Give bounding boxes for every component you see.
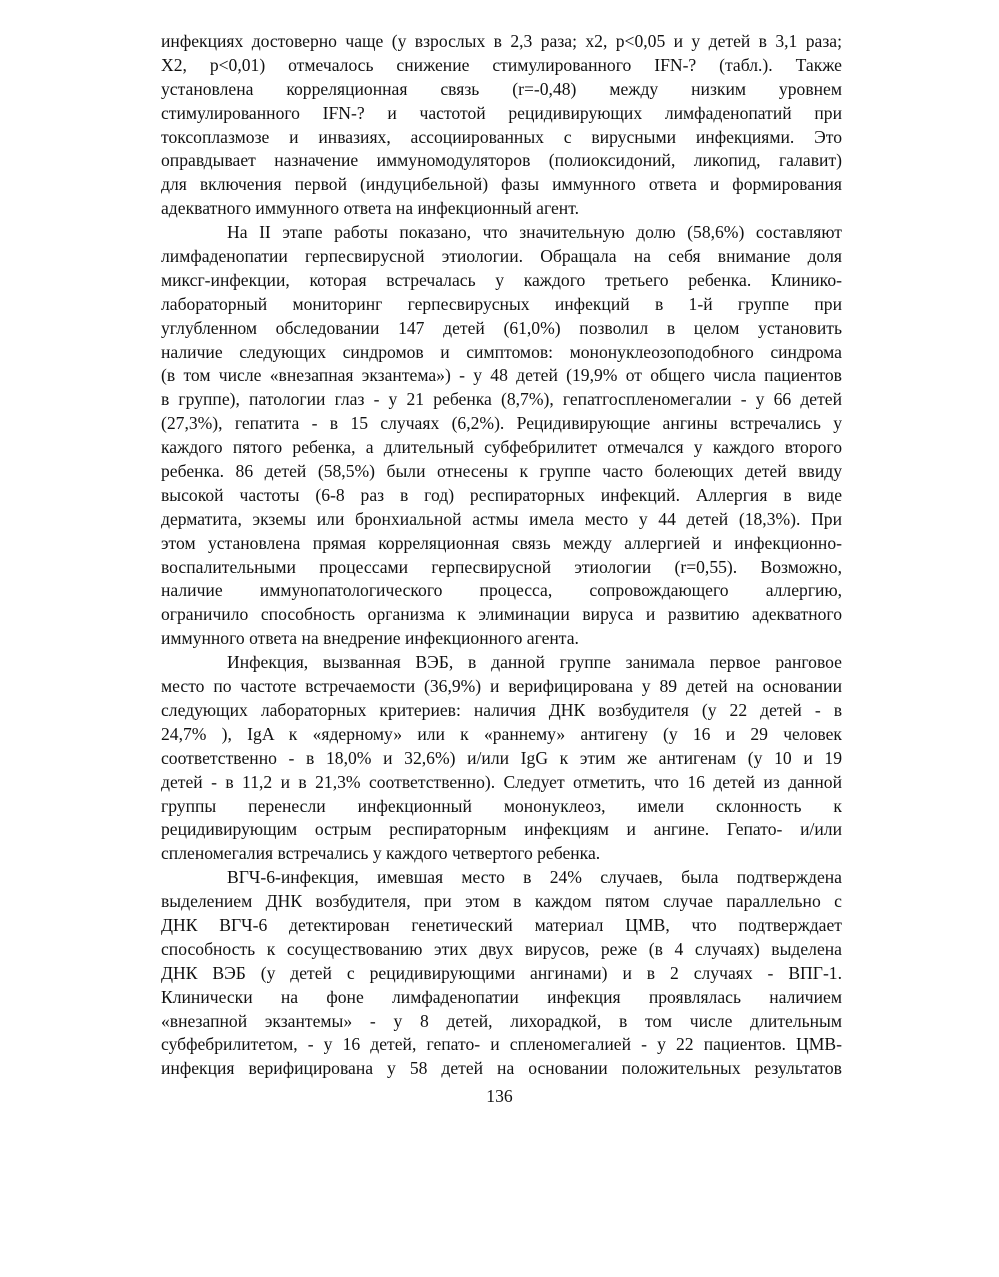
paragraph: [161, 30, 842, 221]
text-line: в группе), патологии глаз - у 21 ребенка (8,7%), гепатгоспленомегалии - у 66 детей: [161, 389, 842, 410]
text-line: для включения первой (индуцибельной) фазы иммунного ответа и формирования: [161, 174, 842, 195]
text-line: оправдывает назначение иммуномодуляторов (полиоксидоний, ликопид, галавит): [161, 150, 842, 171]
paragraph: [161, 866, 842, 1081]
text-line: токсоплазмозе и инвазиях, ассоциированных с вирусными инфекциями. Это: [161, 126, 842, 147]
text-line: способность к сосуществованию этих двух вирусов, реже (в 4 случаях) выделена: [161, 938, 842, 959]
text-line: соответственно - в 18,0% и 32,6%) и/или IgG к этим же антигенам (у 10 и 19: [161, 747, 842, 768]
text-line: ДНК ВГЧ-6 детектирован генетический материал ЦМВ, что подтверждает: [161, 914, 842, 935]
text-line: лимфаденопатии герпесвирусной этиологии. Обращала на себя внимание доля: [161, 246, 842, 267]
text-line: рецидивирующим острым респираторным инфекциям и ангине. Гепато- и/или: [161, 819, 842, 840]
text-line: ВГЧ-6-инфекция, имевшая место в 24% случаев, была подтверждена: [227, 867, 842, 888]
text-line: выделением ДНК возбудителя, при этом в каждом пятом случае параллельно с: [161, 891, 842, 912]
text-line: «внезапной экзантемы» - у 8 детей, лихорадкой, в том числе длительным: [161, 1010, 842, 1031]
text-line: лабораторный мониторинг герпесвирусных инфекций в 1-й группе при: [161, 293, 842, 314]
text-line: адекватного иммунного ответа на инфекционный агент.: [161, 198, 579, 219]
paragraph: [161, 221, 842, 651]
paragraph: [161, 651, 842, 866]
page-number: 136: [486, 1086, 513, 1106]
text-line: спленомегалия встречались у каждого четвертого ребенка.: [161, 843, 601, 864]
text-line: место по частоте встречаемости (36,9%) и верифицирована у 89 детей на основании: [161, 676, 842, 697]
text-line: (в том числе «внезапная экзантема») - у 48 детей (19,9% от общего числа пациентов: [161, 365, 842, 386]
text-line: высокой частоты (6-8 раз в год) респираторных инфекций. Аллергия в виде: [161, 484, 842, 505]
text-line: воспалительными процессами герпесвирусной этиологии (r=0,55). Возможно,: [161, 556, 842, 577]
text-line: инфекциях достоверно чаще (у взрослых в 2,3 раза; x2, p<0,05 и у детей в 3,1 раза;: [161, 31, 842, 51]
text-line: группы перенесли инфекционный мононуклеоз, имели склонность к: [161, 795, 842, 816]
text-line: наличие следующих синдромов и симптомов: мононуклеозоподобного синдрома: [161, 341, 842, 362]
text-line: углубленном обследовании 147 детей (61,0%) позволил в целом установить: [161, 317, 842, 338]
text-line: установлена корреляционная связь (r=-0,48) между низким уровнем: [161, 78, 842, 99]
text-line: (27,3%), гепатита - в 15 случаях (6,2%). Рецидивирующие ангины встречались у: [161, 413, 842, 434]
text-line: X2, p<0,01) отмечалось снижение стимулированного IFN-? (табл.). Также: [161, 54, 842, 75]
text-line: дерматита, экземы или бронхиальной астмы имела место у 44 детей (18,3%). При: [161, 508, 842, 529]
text-line: детей - в 11,2 и в 21,3% соответственно). Следует отметить, что 16 детей из данной: [161, 771, 842, 792]
text-line: миксг-инфекции, которая встречалась у каждого третьего ребенка. Клинико-: [161, 269, 842, 290]
text-line: наличие иммунопатологического процесса, сопровождающего аллергию,: [161, 580, 842, 601]
text-line: следующих лабораторных критериев: наличия ДНК возбудителя (у 22 детей - в: [161, 699, 842, 720]
text-line: иммунного ответа на внедрение инфекционного агента.: [161, 628, 579, 649]
body-text: [161, 30, 842, 1081]
text-line: ДНК ВЭБ (у детей с рецидивирующими ангинами) и в 2 случаях - ВПГ-1.: [161, 962, 842, 983]
text-line: стимулированного IFN-? и частотой рецидивирующих лимфаденопатий при: [161, 102, 842, 123]
text-line: Инфекция, вызванная ВЭБ, в данной группе занимала первое ранговое: [227, 652, 842, 673]
text-line: субфебрилитетом, - у 16 детей, гепато- и спленомегалией - у 22 пациентов. ЦМВ-: [161, 1034, 842, 1055]
text-line: инфекция верифицирована у 58 детей на основании положительных результатов: [161, 1058, 842, 1079]
text-line: этом установлена прямая корреляционная связь между аллергией и инфекционно-: [161, 532, 842, 553]
text-line: Клинически на фоне лимфаденопатии инфекция проявлялась наличием: [161, 986, 842, 1007]
text-line: ребенка. 86 детей (58,5%) были отнесены к группе часто болеющих детей ввиду: [161, 461, 842, 482]
text-line: 24,7% ), IgA к «ядерному» или к «раннему» антигену (у 16 и 29 человек: [161, 723, 842, 744]
text-line: ограничило способность организма к элиминации вируса и развитию адекватного: [161, 604, 842, 625]
text-line: каждого пятого ребенка, а длительный субфебрилитет отмечался у каждого второго: [161, 437, 842, 458]
text-line: На II этапе работы показано, что значительную долю (58,6%) составляют: [227, 222, 842, 243]
